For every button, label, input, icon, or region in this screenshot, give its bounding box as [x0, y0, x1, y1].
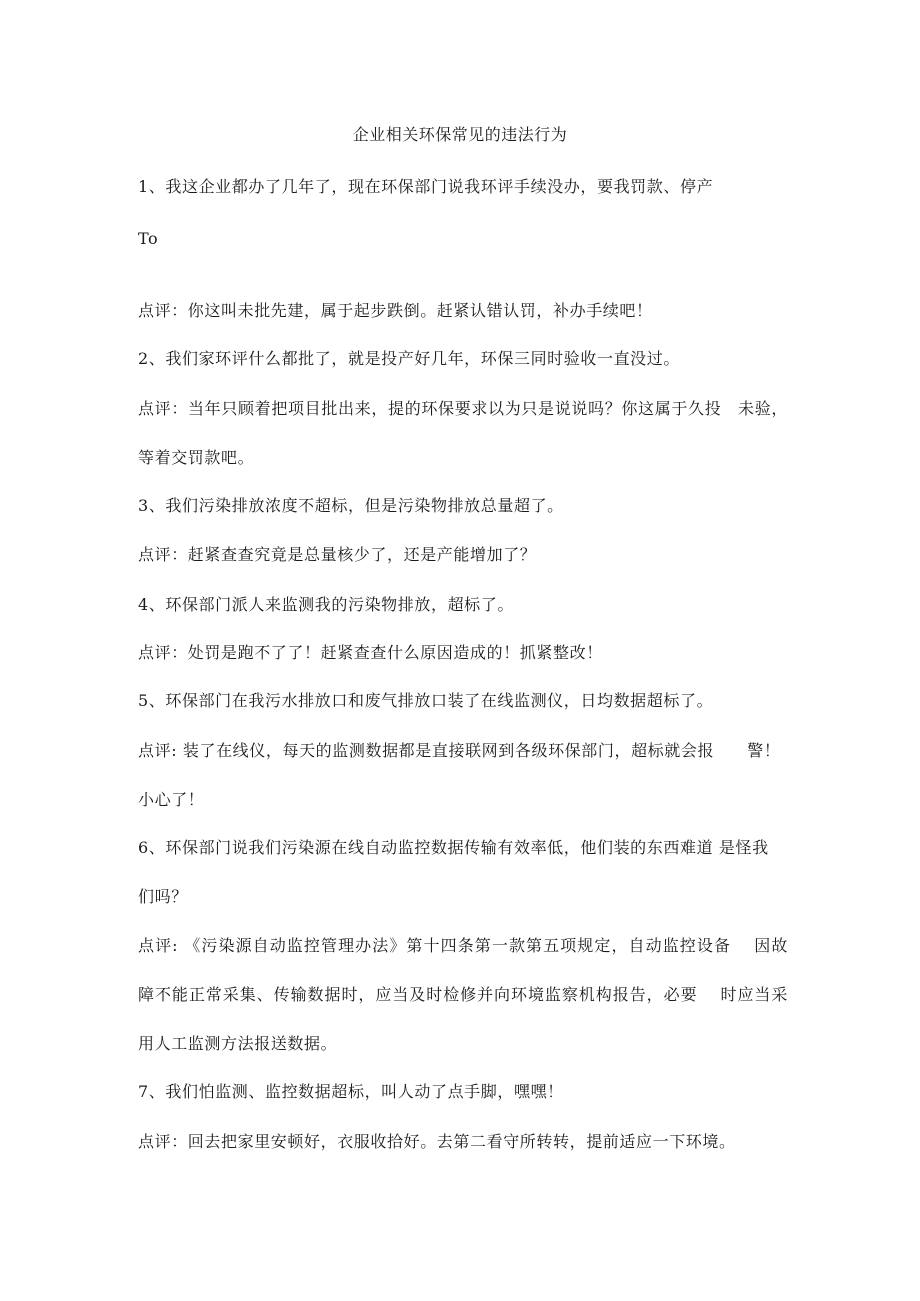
paragraph-line-comment1: 点评：你这叫未批先建，属于起步跌倒。赶紧认错认罚，补办手续吧！: [138, 301, 653, 320]
document-title: 企业相关环保常见的违法行为: [352, 125, 568, 144]
paragraph-line-q4: 4、环保部门派人来监测我的污染物排放，超标了。: [138, 595, 514, 614]
paragraph-line-q1: 1、我这企业都办了几年了，现在环保部门说我环评手续没办，要我罚款、停产: [138, 177, 714, 196]
paragraph-line-comment6-end: 用人工监测方法报送数据。: [138, 1034, 338, 1053]
paragraph-line-comment5: 点评: 装了在线仪，每天的监测数据都是直接联网到各级环保部门，超标就会报 警！: [138, 741, 781, 760]
paragraph-line-comment5-end: 小心了！: [138, 790, 205, 809]
paragraph-line-comment3: 点评：赶紧查查究竟是总量核少了，还是产能增加了？: [138, 545, 537, 564]
paragraph-line-q1-end: To: [138, 229, 159, 248]
paragraph-line-q7: 7、我们怕监测、监控数据超标，叫人动了点手脚，嘿嘿！: [138, 1082, 564, 1101]
paragraph-line-q2: 2、我们家环评什么都批了，就是投产好几年，环保三同时验收一直没过。: [138, 349, 680, 368]
paragraph-line-q6-end: 们吗？: [138, 887, 188, 906]
paragraph-line-comment2-end: 等着交罚款吧。: [138, 448, 255, 467]
paragraph-line-comment2: 点评：当年只顾着把项目批出来，提的环保要求以为只是说说吗？你这属于久投 未验，: [138, 399, 788, 418]
paragraph-line-comment4: 点评：处罚是跑不了了！赶紧查查什么原因造成的！抓紧整改！: [138, 643, 603, 662]
paragraph-line-q6: 6、环保部门说我们污染源在线自动监控数据传输有效率低，他们装的东西难道 是怪我: [138, 838, 769, 857]
paragraph-line-comment6-cont: 障不能正常采集、传输数据时，应当及时检修并向环境监察机构报告，必要 时应当采: [138, 985, 788, 1004]
paragraph-line-q5: 5、环保部门在我污水排放口和废气排放口装了在线监测仪，日均数据超标了。: [138, 691, 714, 710]
paragraph-line-comment6: 点评: 《污染源自动监控管理办法》第十四条第一款第五项规定，自动监控设备 因故: [138, 936, 788, 955]
paragraph-line-q3: 3、我们污染排放浓度不超标，但是污染物排放总量超了。: [138, 496, 564, 515]
paragraph-line-comment7: 点评：回去把家里安顿好，衣服收拾好。去第二看守所转转，提前适应一下环境。: [138, 1132, 736, 1151]
